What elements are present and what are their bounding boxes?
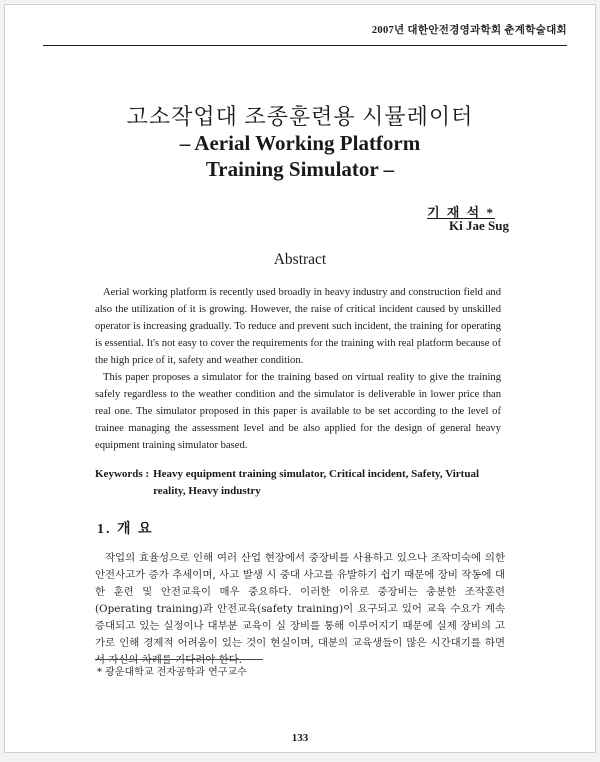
english-title-line-1: – Aerial Working Platform — [179, 131, 421, 155]
section-body-overview — [95, 550, 505, 669]
korean-title: 고소작업대 조종훈련용 시뮬레이터 — [126, 104, 474, 129]
footnote-divider — [95, 659, 263, 660]
author-affiliation-footnote: * 광운대학교 전자공학과 연구교수 — [97, 667, 247, 678]
abstract-paragraph: This paper proposes a simulator for the training based on virtual reality to give the training safely regardless to the weather condition and the simulator is deliverable in lower price than real one. The simulator proposed in this paper is available to be set according to the level of trainee managing the assessment level and be also applied for the design of general heavy equipment training simulator based. — [95, 372, 501, 451]
english-title-line-2: Training Simulator – — [205, 157, 395, 181]
abstract-paragraph: Aerial working platform is recently used broadly in heavy industry and construction field and also the utilization of it is growing. However, the raise of critical incident caused by unskilled operator is increasing gradually. To reduce and prevent such incident, the training for operating is essential. It's not easy to cover the requirements for the training with real platform because of the high price of it, safety and weather condition. — [95, 287, 501, 366]
author-name-korean: 기 재 석 * — [427, 205, 495, 220]
keywords-list: Heavy equipment training simulator, Critical incident, Safety, Virtual reality, Heavy industry — [153, 468, 480, 497]
keywords-label: Keywords : — [95, 468, 150, 480]
section-paragraph: 작업의 효율성으로 인해 여러 산업 현장에서 중장비를 사용하고 있으나 조작미숙에 의한 안전사고가 증가 추세이며, 사고 발생 시 중대 사고를 유발하기 쉽기 때문에 장비 작동에 대한 훈련 및 안전교육이 매우 중요하다. 이러한 이유로 중장비는 충분한 조작훈련(Operating training)과 안전교육(safety training)이 요구되고 있어 교육 수요가 계속 증대되고 있는 실정이나 대부분 교육이 실 장비를 통해 이루어지기 때문에 실제 장비의 고가로 인해 경제적 어려움이 있는 것이 현실이며, 대분의 교육생들이 많은 시간대기를 하면서 자신의 차례를 기다려야 한다. — [95, 552, 505, 666]
keywords-block — [95, 466, 505, 500]
running-header — [43, 5, 567, 46]
page-number: 133 — [291, 732, 309, 744]
section-heading-overview: 1. 개 요 — [97, 522, 154, 537]
paper-page — [5, 5, 595, 752]
abstract-body — [95, 284, 501, 454]
author-name-english: Ki Jae Sug — [449, 218, 509, 233]
conference-header-text: 2007년 대한안전경영과학회 춘계학술대회 — [371, 25, 567, 36]
abstract-heading: Abstract — [273, 251, 327, 268]
